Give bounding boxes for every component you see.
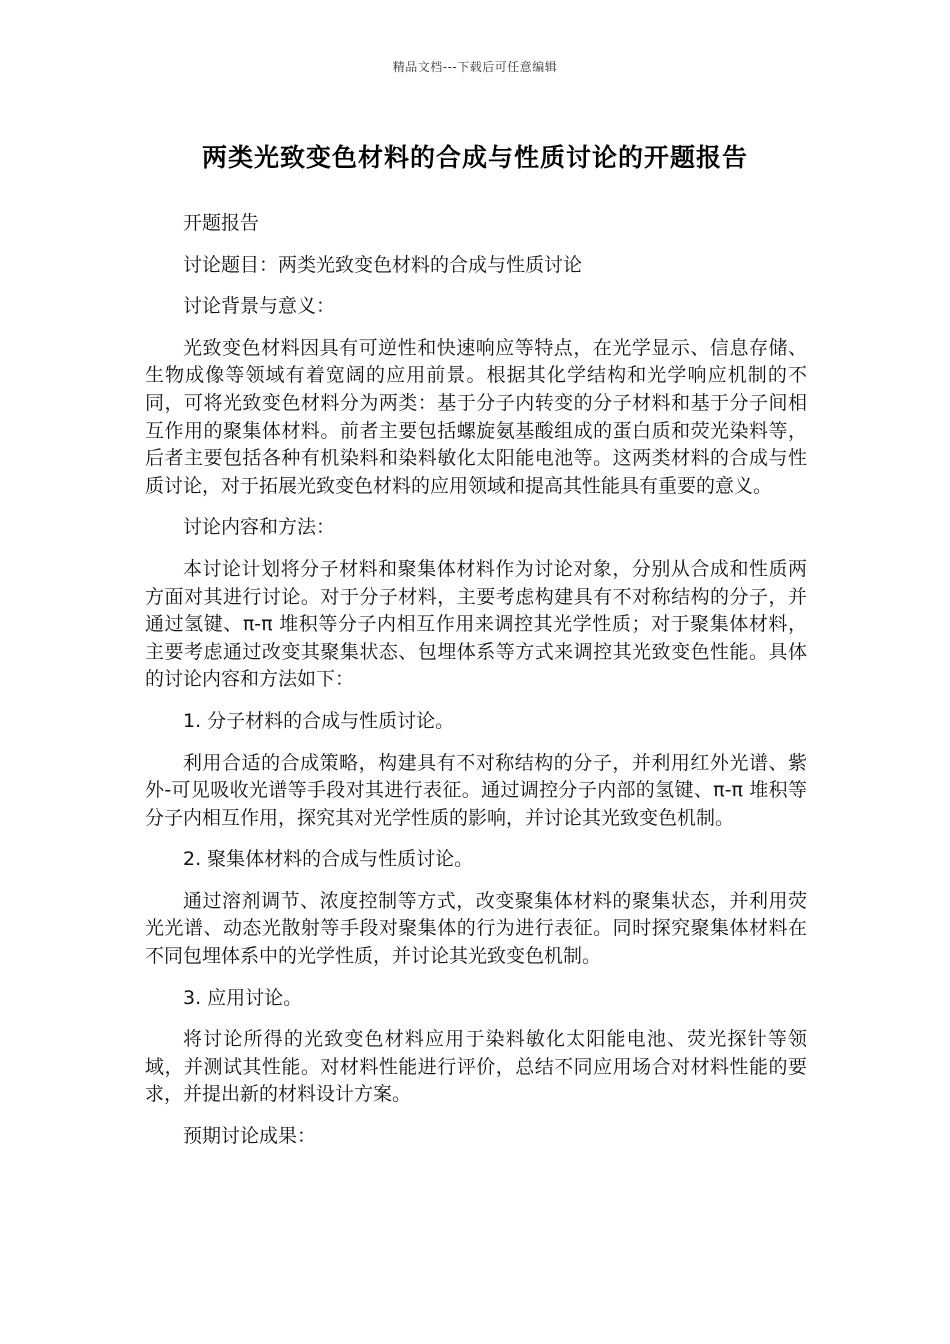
list-item-molecular: 1. 分子材料的合成与性质讨论。 xyxy=(183,709,455,732)
list-item-application: 3. 应用讨论。 xyxy=(183,986,303,1009)
header-note: 精品文档---下载后可任意编辑 xyxy=(392,60,558,74)
paragraph-molecular: 利用合适的合成策略，构建具有不对称结构的分子，并利用红外光谱、紫外-可见吸收光谱等手段对其进行表征。通过调控分子内部的氢键、π-π 堆积等分子内相互作用，探究其对光学性质的影响，并讨论其光致变色机制。 xyxy=(145,751,807,829)
heading-expected-results: 预期讨论成果： xyxy=(183,1125,317,1148)
heading-background: 讨论背景与意义： xyxy=(183,295,336,318)
paragraph-topic: 讨论题目：两类光致变色材料的合成与性质讨论 xyxy=(183,253,583,276)
paragraph-label-report: 开题报告 xyxy=(183,212,260,234)
paragraph-application: 将讨论所得的光致变色材料应用于染料敏化太阳能电池、荧光探针等领域，并测试其性能。对材料性能进行评价，总结不同应用场合对材料性能的要求，并提出新的材料设计方案。 xyxy=(145,1028,807,1106)
document-body xyxy=(145,210,807,1165)
paragraph-aggregate: 通过溶剂调节、浓度控制等方式，改变聚集体材料的聚集状态，并利用荧光光谱、动态光散射等手段对聚集体的行为进行表征。同时探究聚集体材料在不同包埋体系中的光学性质，并讨论其光致变色机制。 xyxy=(145,889,807,968)
paragraph-background: 光致变色材料因具有可逆性和快速响应等特点，在光学显示、信息存储、生物成像等领域有着宽阔的应用前景。根据其化学结构和光学响应机制的不同，可将光致变色材料分为两类：基于分子内转变的分子材料和基于分子间相互作用的聚集体材料。前者主要包括螺旋氨基酸组成的蛋白质和荧光染料等，后者主要包括各种有机染料和染料敏化太阳能电池等。这两类材料的合成与性质讨论，对于拓展光致变色材料的应用领域和提高其性能具有重要的意义。 xyxy=(145,336,807,497)
document-title: 两类光致变色材料的合成与性质讨论的开题报告 xyxy=(201,143,748,172)
heading-content-methods: 讨论内容和方法： xyxy=(183,516,336,539)
list-item-aggregate: 2. 聚集体材料的合成与性质讨论。 xyxy=(183,848,474,871)
paragraph-content-methods: 本讨论计划将分子材料和聚集体材料作为讨论对象，分别从合成和性质两方面对其进行讨论。对于分子材料，主要考虑构建具有不对称结构的分子，并通过氢键、π-π 堆积等分子内相互作用来调控其光学性质；对于聚集体材料，主要考虑通过改变其聚集状态、包埋体系等方式来调控其光致变色性能。具体的讨论内容和方法如下： xyxy=(145,557,807,691)
